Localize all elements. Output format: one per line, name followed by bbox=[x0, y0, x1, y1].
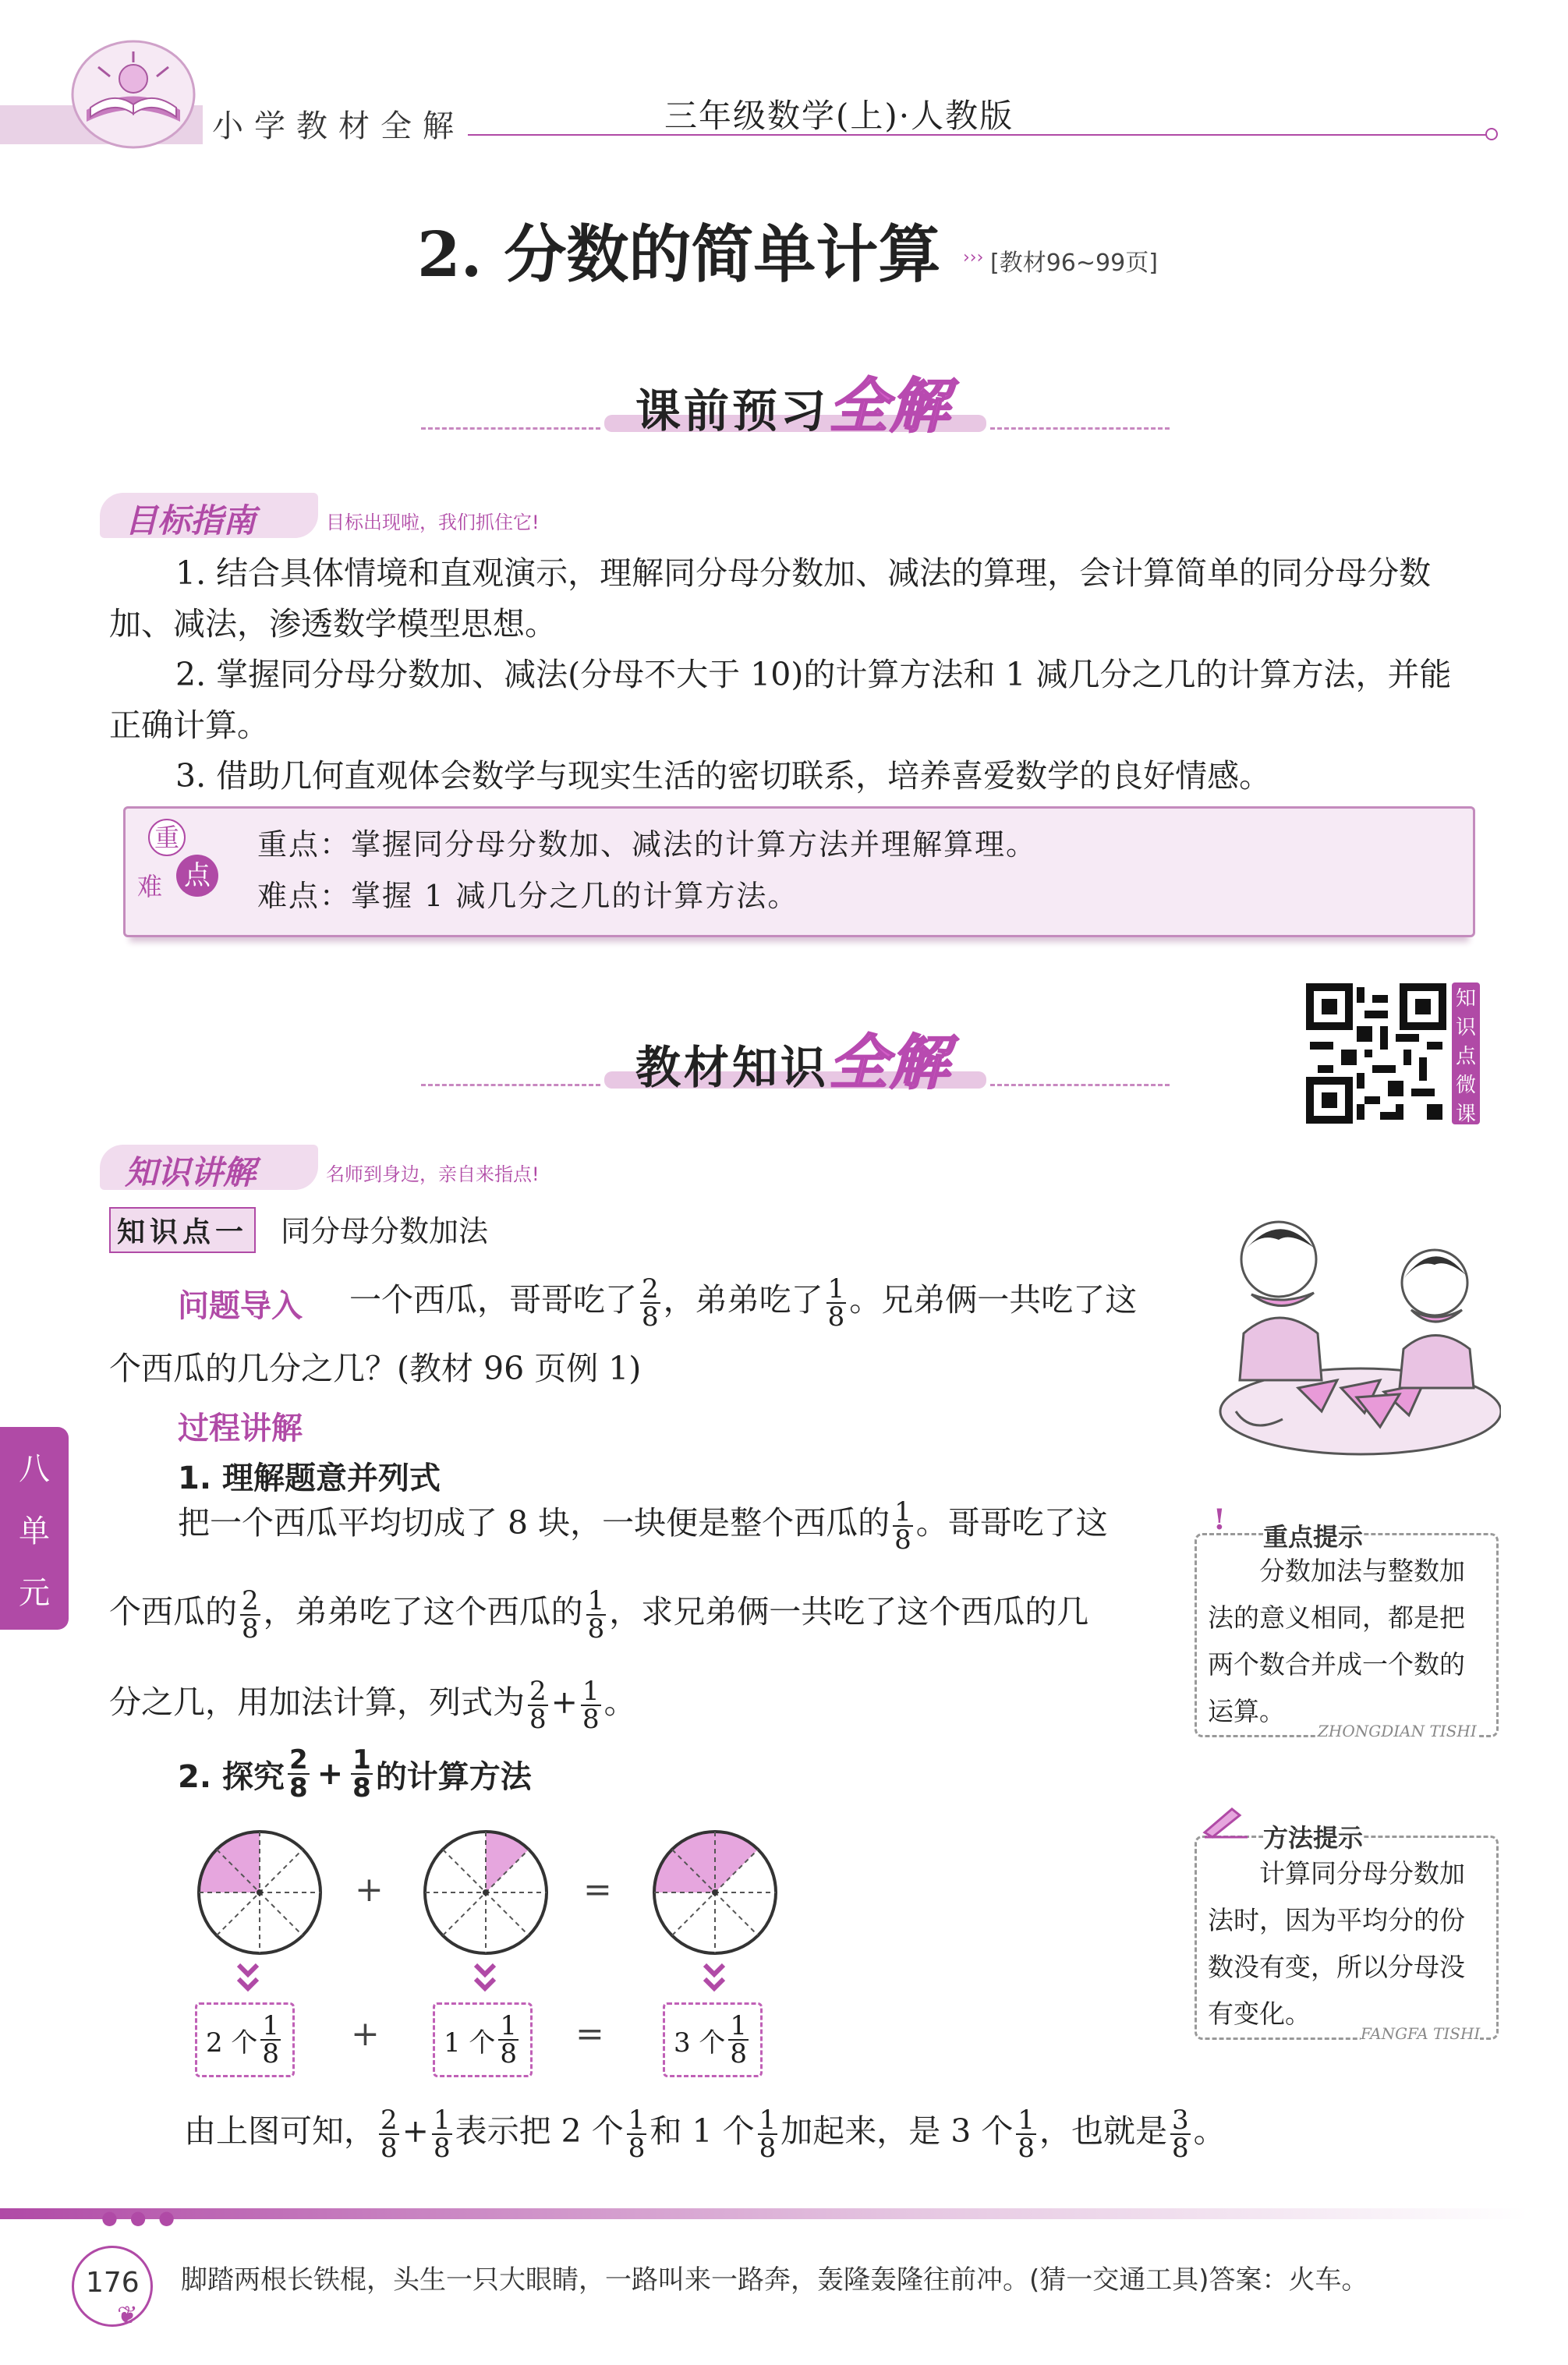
goal-1-line2: 加、减法，渗透数学模型思想。 bbox=[109, 605, 557, 643]
preview-rule-right bbox=[990, 427, 1170, 430]
tip2-title: 方法提示 bbox=[1263, 1818, 1363, 1854]
explain-line1: 把一个西瓜平均切成了 8 块，一块便是整个西瓜的 $\frac{1}{8}$ 。哥哥吃了这 bbox=[178, 1496, 1108, 1556]
kp-title: 同分母分数加法 bbox=[281, 1214, 489, 1248]
conclusion: 由上图可知， $\frac{2}{8}$ + $\frac{1}{8}$ 表示把 2 个 $\frac{1}{8}$ 和 1 个 $\frac{1}{8}$ 加起来，是 3 个 $\frac{1}{8}$ ，也就是 $\frac{3}{8}$ 。 bbox=[184, 2104, 1226, 2164]
key-point: 重点：掌握同分母分数加、减法的计算方法并理解算理。 bbox=[257, 827, 1038, 862]
tip1-line: 分数加法与整数加 bbox=[1259, 1556, 1465, 1586]
tip2-foot: FANGFA TISHI bbox=[1361, 2024, 1481, 2043]
intro-label: 问题导入 bbox=[178, 1288, 303, 1324]
qr-label-char: 识 bbox=[1455, 1016, 1476, 1039]
explain-line3: 分之几，用加法计算，列式为 $\frac{2}{8}$ + $\frac{1}{8}$ 。 bbox=[109, 1675, 636, 1735]
book-subtitle: 三年级数学(上)·人教版 bbox=[664, 97, 1014, 135]
series-title: 小学教材全解 bbox=[212, 108, 465, 144]
goal-tag: 目标指南 bbox=[125, 501, 257, 540]
lesson-title: 2. 分数的简单计算 bbox=[417, 218, 941, 291]
knowledge-rule-left bbox=[421, 1084, 600, 1086]
qr-label-char: 知 bbox=[1455, 987, 1476, 1011]
preview-section-title: 课前预习全解 bbox=[635, 371, 951, 441]
book-logo-icon bbox=[67, 36, 200, 153]
difficulty-point: 难点：掌握 1 减几分之几的计算方法。 bbox=[257, 879, 799, 913]
leaf-icon: ❦ bbox=[117, 2300, 138, 2330]
footer-riddle: 脚踏两根长铁棍，头生一只大眼睛，一路叫来一路奔，轰隆轰隆往前冲。(猜一交通工具)答案：火车。 bbox=[181, 2264, 1368, 2296]
circle-three-eighths bbox=[649, 1826, 781, 1959]
count-box-1: 1 个 $\frac{1}{8}$ bbox=[433, 2002, 533, 2077]
tip2-line: 计算同分母分数加 bbox=[1259, 1858, 1465, 1889]
tip2-line: 数没有变，所以分母没 bbox=[1208, 1952, 1465, 1982]
goal-2-line1: 2. 掌握同分母分数加、减法(分母不大于 10)的计算方法和 1 减几分之几的计算方法，并能 bbox=[175, 656, 1452, 693]
qr-label-char: 微 bbox=[1455, 1074, 1476, 1097]
goal-2-line2: 正确计算。 bbox=[109, 706, 269, 744]
tip1-foot: ZHONGDIAN TISHI bbox=[1318, 1722, 1477, 1740]
unit-tab bbox=[0, 1427, 69, 1630]
tip1-line: 法的意义相同，都是把 bbox=[1208, 1602, 1465, 1633]
arrow-down-icon bbox=[232, 1963, 264, 1996]
goal-1-line1: 1. 结合具体情境和直观演示，理解同分母分数加、减法的算理，会计算简单的同分母分数 bbox=[175, 554, 1432, 592]
unit-tab-char: 单 bbox=[19, 1513, 50, 1549]
key-badge-bottom: 难 bbox=[137, 872, 163, 901]
knowledge-rule-right bbox=[990, 1084, 1170, 1086]
kp-badge: 知识点一 bbox=[109, 1207, 256, 1253]
intro-line1: 一个西瓜，哥哥吃了 $\frac{2}{8}$ ，弟弟吃了 $\frac{1}{8}$ 。兄弟俩一共吃了这 bbox=[349, 1273, 1138, 1333]
knowledge-tag-note: 名师到身边，亲自来指点! bbox=[326, 1163, 540, 1185]
step2-heading: 2. 探究 $\frac{2}{8}$ + $\frac{1}{8}$ 的计算方法 bbox=[178, 1744, 532, 1804]
intro-line2: 个西瓜的几分之几？(教材 96 页例 1) bbox=[109, 1350, 642, 1387]
key-badge bbox=[133, 819, 225, 912]
unit-tab-char: 八 bbox=[19, 1451, 50, 1488]
tip1-line: 两个数合并成一个数的 bbox=[1208, 1649, 1465, 1680]
key-badge-circle: 点 bbox=[176, 855, 218, 897]
plus-sign: + bbox=[351, 2014, 380, 2054]
goal-3-line1: 3. 借助几何直观体会数学与现实生活的密切联系，培养喜爱数学的良好情感。 bbox=[175, 757, 1272, 795]
explain-line2: 个西瓜的 $\frac{2}{8}$ ，弟弟吃了这个西瓜的 $\frac{1}{8}$ ，求兄弟俩一共吃了这个西瓜的几 bbox=[109, 1584, 1089, 1645]
page-number: 176 bbox=[86, 2267, 140, 2299]
footer-band bbox=[0, 2208, 1528, 2219]
tip1-icon: ! bbox=[1213, 1503, 1226, 1536]
count-box-2: 2 个 $\frac{1}{8}$ bbox=[195, 2002, 295, 2077]
watermelon-illustration bbox=[1205, 1201, 1501, 1458]
step1-heading: 1. 理解题意并列式 bbox=[178, 1460, 441, 1496]
textbook-ref: [教材96~99页] bbox=[990, 250, 1158, 277]
equals-sign: = bbox=[583, 1870, 612, 1910]
circle-one-eighth bbox=[419, 1826, 552, 1959]
qr-label bbox=[1452, 982, 1480, 1124]
goal-tag-note: 目标出现啦，我们抓住它! bbox=[326, 512, 540, 533]
chevrons-icon: ››› bbox=[963, 248, 984, 267]
key-badge-top: 重 bbox=[148, 819, 186, 856]
tip2-box bbox=[1195, 1836, 1499, 2040]
knowledge-section-title: 教材知识全解 bbox=[635, 1028, 951, 1097]
tip1-box bbox=[1195, 1533, 1499, 1737]
qr-label-char: 点 bbox=[1455, 1045, 1476, 1068]
qr-code-icon[interactable] bbox=[1302, 979, 1450, 1128]
preview-rule-left bbox=[421, 427, 600, 430]
pen-icon bbox=[1201, 1801, 1255, 1840]
process-label: 过程讲解 bbox=[178, 1411, 303, 1446]
unit-tab-char: 元 bbox=[19, 1574, 50, 1611]
circle-two-eighths bbox=[193, 1826, 326, 1959]
tip1-title: 重点提示 bbox=[1263, 1517, 1363, 1553]
tip2-line: 有变化。 bbox=[1208, 1999, 1311, 2029]
qr-label-char: 课 bbox=[1455, 1103, 1476, 1126]
plus-sign: + bbox=[355, 1870, 384, 1910]
tip2-line: 法时，因为平均分的份 bbox=[1208, 1905, 1465, 1935]
arrow-down-icon bbox=[469, 1963, 501, 1996]
header-rule-dot bbox=[1485, 128, 1498, 140]
equals-sign: = bbox=[575, 2014, 604, 2054]
knowledge-tag: 知识讲解 bbox=[125, 1153, 257, 1191]
tip1-line: 运算。 bbox=[1208, 1696, 1285, 1726]
arrow-down-icon bbox=[699, 1963, 730, 1996]
footer-dots: ● ● ● bbox=[101, 2207, 179, 2229]
count-box-3: 3 个 $\frac{1}{8}$ bbox=[663, 2002, 763, 2077]
